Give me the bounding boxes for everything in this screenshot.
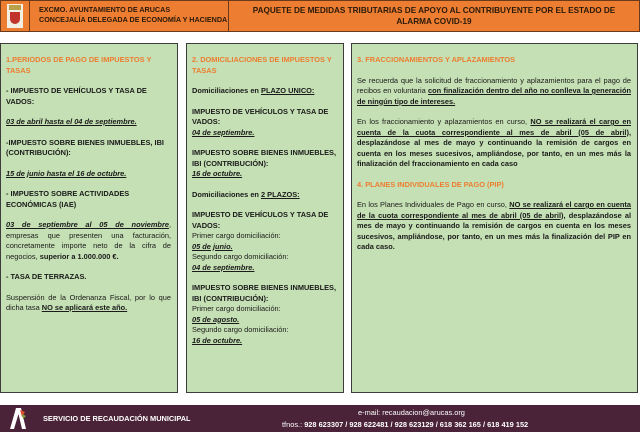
ibi-date: 16 de octubre. <box>192 169 243 178</box>
org-line-1: EXCMO. AYUNTAMIENTO DE ARUCAS <box>39 5 171 14</box>
ivtm-date: 04 de septiembre. <box>192 127 255 137</box>
second-charge-date: 04 de septiembre. <box>192 262 255 272</box>
header-bar <box>0 0 640 32</box>
first-charge-date: 05 de agosto. <box>192 314 240 324</box>
ibi-label: -IMPUESTO SOBRE BIENES INMUEBLES, IBI (CONTRIBUCIÓN): <box>6 137 164 157</box>
ibi-label: IMPUESTO SOBRE BIENES INMUEBLES, IBI (CONTRIBUCIÓN): <box>192 148 337 168</box>
iae-text: , empresas que presenten una facturación, concretamente importe neto de la cifra de negocios, <box>6 220 171 261</box>
installments-current: En los fraccionamiento y aplazamientos en curso, NO se realizará el cargo en cuenta de la cuota correspondiente al mes de abril (05 de abril), desplazándose al mes de mayo y continuando la remisión de cargos en cuenta en los meses sucesivos, ampliándose, por tanto, en un mes más la finalización del fraccionamiento en cada caso <box>357 117 632 168</box>
panel-installments <box>351 43 638 393</box>
ivtm-label: IMPUESTO DE VEHÍCULOS Y TASA DE VADOS: <box>192 210 329 230</box>
single-ibi <box>192 148 337 180</box>
org-line-2: CONCEJALÍA DELEGADA DE ECONOMÍA Y HACIENDA <box>39 15 228 24</box>
document-title <box>229 1 639 31</box>
second-charge-label: Segundo cargo domiciliación: <box>192 252 289 261</box>
second-charge-label: Segundo cargo domiciliación: <box>192 325 289 334</box>
pip-description: En los Planes Individuales de Pago en curso, NO se realizará el cargo en cuenta de la cuota correspondiente al mes de abril (05 de abril), desplazándose al mes de mayo y continuando la remisión de cargos en cuenta en los meses sucesivos, ampliándose, por tanto, en un mes más la finalización del PIP en cada caso. <box>357 200 632 251</box>
first-charge-date: 05 de junio. <box>192 241 233 251</box>
section-title: 2. DOMICILIACIONES DE IMPUESTOS Y TASAS <box>192 55 332 75</box>
panel-direct-debits <box>186 43 344 393</box>
organization-name <box>30 1 229 31</box>
terrazas-text: Suspensión de la Ordenanza Fiscal, por lo que dicha tasa <box>6 292 171 312</box>
terrazas-note: NO se aplicará este año. <box>41 303 128 312</box>
first-charge-label: Primer cargo domiciliación: <box>192 231 281 240</box>
iae-label: - IMPUESTO SOBRE ACTIVIDADES ECONÓMICAS (IAE) <box>6 189 130 209</box>
single-payment-heading: Domiciliaciones en PLAZO UNICO: <box>192 86 315 95</box>
ibi-label: IMPUESTO SOBRE BIENES INMUEBLES, IBI (CONTRIBUCIÓN): <box>192 283 337 303</box>
ibi-period: 15 de junio hasta el 16 de octubre. <box>6 168 127 178</box>
footer-bar <box>0 405 640 432</box>
terrazas-description <box>6 293 171 314</box>
logo-cell <box>1 1 30 31</box>
section-title: 3. FRACCIONAMIENTOS Y APLAZAMIENTOS <box>357 55 516 64</box>
section-title: 1.PERIODOS DE PAGO DE IMPUESTOS Y TASAS <box>6 55 152 75</box>
contact-email[interactable]: e-mail: recaudacion@arucas.org <box>358 408 465 417</box>
ivtm-label: IMPUESTO DE VEHÍCULOS Y TASA DE VADOS: <box>192 106 329 126</box>
title-line-1: PAQUETE DE MEDIDAS TRIBUTARIAS DE APOYO AL CONTRIBUYENTE POR EL ESTADO DE <box>252 6 616 15</box>
iae-period: 03 de septiembre al 05 de noviembre <box>6 220 169 229</box>
contact-phones: tfnos.: 928 623307 / 928 622481 / 928 623129 / 618 362 165 / 618 419 152 <box>282 420 529 429</box>
title-line-2: ALARMA COVID-19 <box>396 17 472 26</box>
coat-of-arms-icon <box>7 4 23 28</box>
iae-description <box>6 220 171 262</box>
second-charge-date: 16 de octubre. <box>192 335 243 345</box>
single-ivtm <box>192 107 337 139</box>
ivtm-period: 03 de abril hasta el 04 de septiembre. <box>6 117 137 126</box>
iae-threshold: superior a 1.000.000 €. <box>39 251 119 261</box>
letter-a-logo-icon <box>10 408 26 429</box>
section-title-pip: 4. PLANES INDIVIDUALES DE PAGO (PIP) <box>357 179 504 189</box>
two-ivtm <box>192 210 337 273</box>
two-payments-heading: Domiciliaciones en 2 PLAZOS: <box>192 189 300 199</box>
terrazas-label: - TASA DE TERRAZAS. <box>6 272 87 281</box>
installments-reminder: Se recuerda que la solicitud de fraccionamiento y aplazamientos para el pago de recibos en voluntaria con finalización dentro del año no conlleva la generación de ningún tipo de intereses. <box>357 75 631 106</box>
first-charge-label: Primer cargo domiciliación: <box>192 304 281 313</box>
panel-payment-periods <box>0 43 178 393</box>
ivtm-label: - IMPUESTO DE VEHÍCULOS Y TASA DE VADOS: <box>6 86 147 106</box>
two-ibi <box>192 283 337 346</box>
service-name: SERVICIO DE RECAUDACIÓN MUNICIPAL <box>43 414 191 423</box>
